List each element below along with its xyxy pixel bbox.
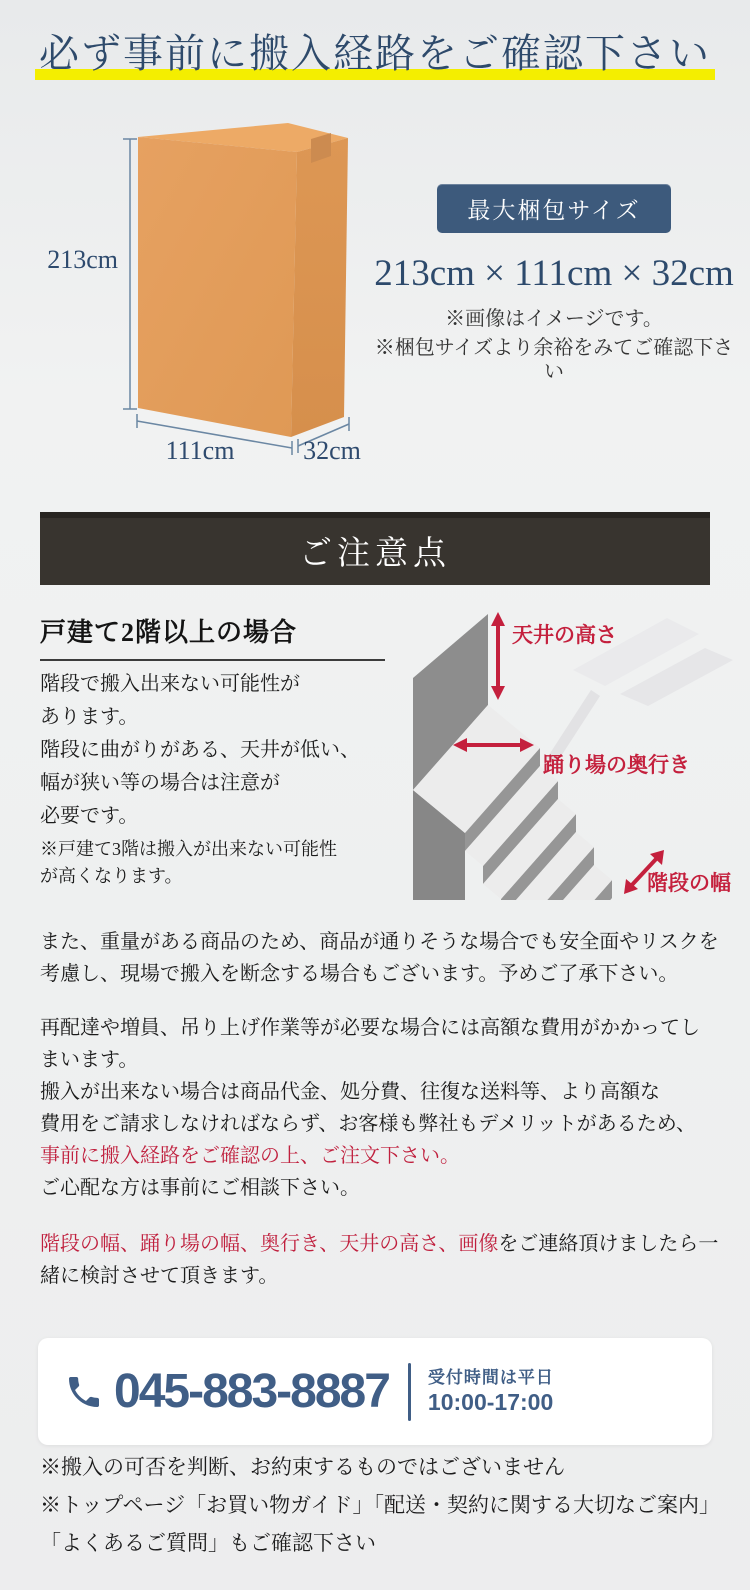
footer-note-line: ※搬入の可否を判断、お約束するものではございません: [40, 1455, 565, 1479]
caution-banner: [40, 512, 710, 585]
caution-section-heading: 戸建て2階以上の場合: [40, 612, 385, 661]
paragraph-line: 緒に検討させて頂きます。: [40, 1265, 279, 1287]
divider: [408, 1363, 411, 1421]
page-title-text: 必ず事前に搬入経路をご確認下さい: [35, 28, 715, 80]
caution-body-text: [40, 668, 385, 833]
box-height-label: 213cm: [47, 245, 118, 274]
caution-note-line: が高くなります。: [40, 866, 183, 886]
size-margin-note: ※梱包サイズより余裕をみてご確認下さい: [374, 337, 734, 383]
reception-hours-time: 10:00-17:00: [427, 1388, 554, 1415]
phone-contact-card[interactable]: [38, 1338, 712, 1445]
caution-body-line: 必要です。: [40, 805, 139, 827]
paragraph-line: 再配達や増員、吊り上げ作業等が必要な場合には高額な費用がかかってし: [40, 1017, 700, 1039]
page-title: [0, 28, 750, 80]
caution-body-line: 階段に曲がりがある、天井が低い、: [40, 739, 360, 761]
paragraph-line: まいます。: [40, 1049, 139, 1071]
reception-hours-label: 受付時間は平日: [427, 1367, 554, 1387]
paragraph-line: 搬入が出来ない場合は商品代金、処分費、往復な送料等、より高額な: [40, 1081, 660, 1103]
image-disclaimer-note: ※画像はイメージです。: [445, 308, 663, 330]
cost-notice-paragraph: [40, 1012, 730, 1204]
footer-note-line: 「よくあるご質問」もご確認下さい: [40, 1531, 376, 1555]
measurements-list-red-text: 階段の幅、踊り場の幅、奥行き、天井の高さ、画像: [40, 1233, 499, 1255]
landing-depth-label: 踊り場の奥行き: [543, 754, 690, 777]
paragraph-line: ご心配な方は事前にご相談下さい。: [40, 1177, 360, 1199]
package-dimensions: 213cm × 111cm × 32cm: [374, 253, 734, 294]
phone-icon: [64, 1372, 104, 1412]
reception-hours: [428, 1367, 554, 1417]
contact-info-request-paragraph: [40, 1228, 730, 1292]
weight-notice-paragraph: [40, 926, 730, 990]
paragraph-line: 費用をご請求しなければならず、お客様も弊社もデメリットがあるため、: [40, 1113, 696, 1135]
box-width-label: 111cm: [165, 436, 235, 465]
footer-notes: [40, 1448, 740, 1562]
stair-width-label: 階段の幅: [647, 872, 731, 895]
caution-body-line: 幅が狭い等の場合は注意が: [40, 772, 280, 794]
box-depth-label: 32cm: [303, 436, 361, 465]
phone-number[interactable]: 045-883-8887: [114, 1365, 389, 1418]
caution-banner-label: ご注意点: [299, 536, 451, 572]
ceiling-height-label: 天井の高さ: [512, 624, 617, 647]
package-box-figure: [40, 115, 370, 467]
max-package-size-panel: [370, 184, 738, 384]
caution-body-line: あります。: [40, 706, 139, 728]
caution-body-line: 階段で搬入出来ない可能性が: [40, 673, 300, 695]
paragraph-line: また、重量がある商品のため、商品が通りそうな場合でも安全面やリスクを: [40, 931, 719, 953]
footer-note-line: ※トップページ「お買い物ガイド」「配送・契約に関する大切なご案内」: [40, 1493, 720, 1517]
caution-section: [40, 612, 385, 890]
confirm-before-order-line: 事前に搬入経路をご確認の上、ご注文下さい。: [40, 1145, 460, 1167]
stairs-figure: [395, 590, 745, 900]
paragraph-line: 考慮し、現場で搬入を断念する場合もございます。予めご了承下さい。: [40, 963, 679, 985]
cardboard-box-illustration: [138, 123, 348, 437]
max-size-badge: 最大梱包サイズ: [437, 184, 670, 233]
caution-note-text: [40, 836, 385, 890]
paragraph-text: をご連絡頂けましたら一: [498, 1233, 719, 1255]
paragraph-line: [40, 1228, 730, 1260]
caution-note-line: ※戸建て3階は搬入が出来ない可能性: [40, 839, 337, 859]
